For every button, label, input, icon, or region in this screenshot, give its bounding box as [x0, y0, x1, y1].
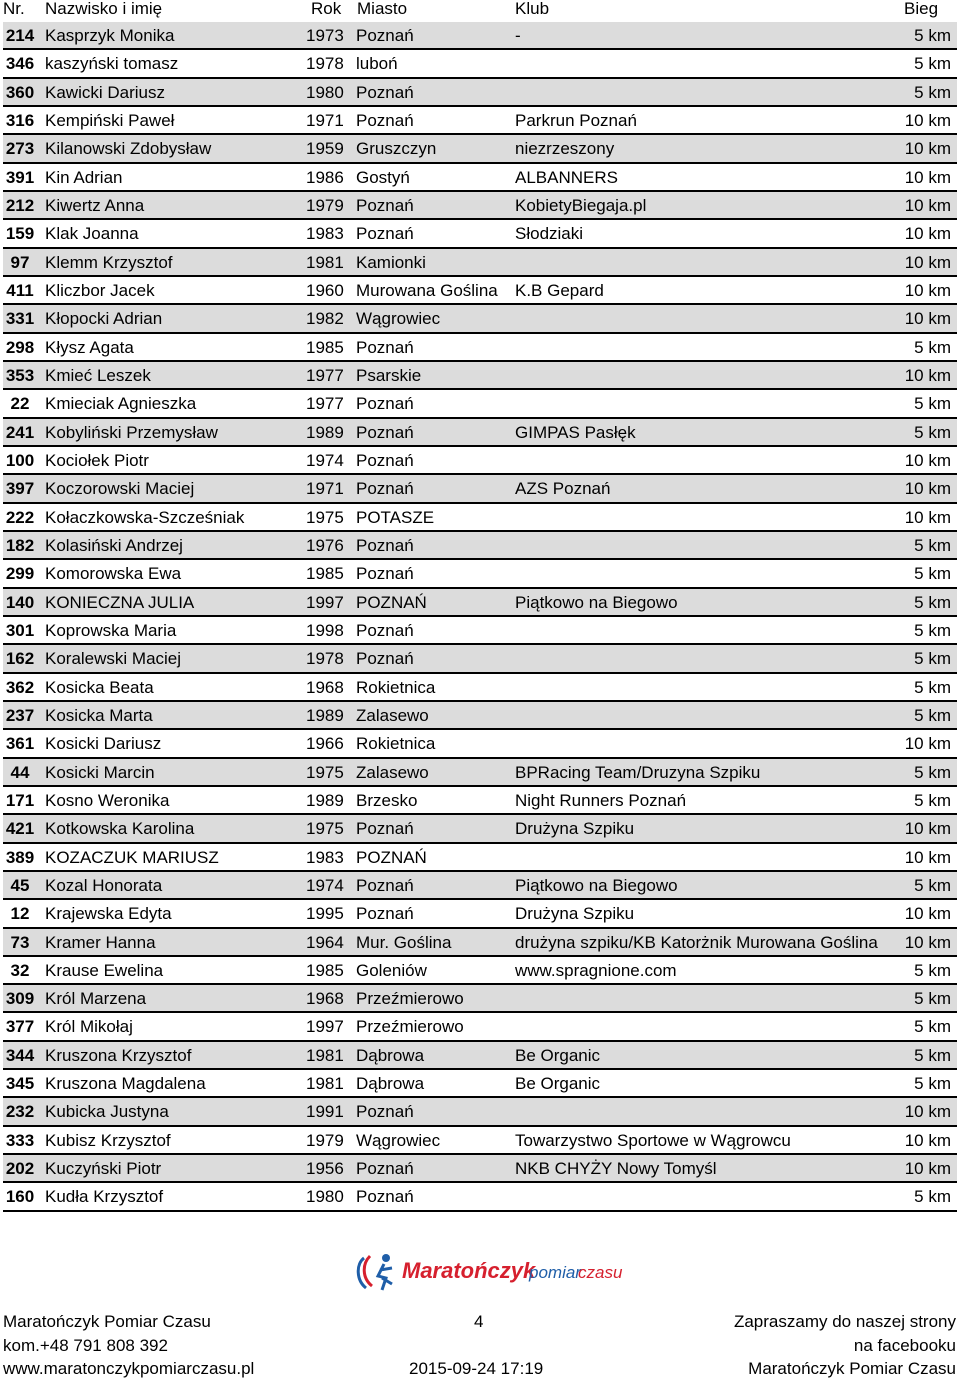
- cell-nr: 309: [5, 989, 35, 1009]
- cell-name: Kliczbor Jacek: [45, 280, 155, 300]
- table-row: [3, 79, 957, 107]
- cell-rok: 1985: [306, 564, 344, 584]
- cell-miasto: Poznań: [356, 450, 414, 470]
- cell-nr: 301: [5, 620, 35, 640]
- cell-miasto: Murowana Goślina: [356, 280, 498, 300]
- cell-name: Kruszona Magdalena: [45, 1074, 206, 1094]
- cell-klub: www.spragnione.com: [515, 960, 677, 980]
- cell-name: Klak Joanna: [45, 224, 139, 244]
- page-number: 4: [474, 1312, 484, 1331]
- cell-nr: 160: [5, 1187, 35, 1207]
- cell-miasto: Poznań: [356, 1187, 414, 1207]
- cell-klub: ALBANNERS: [515, 167, 618, 187]
- cell-rok: 1991: [306, 1102, 344, 1122]
- cell-miasto: Poznań: [356, 1159, 414, 1179]
- cell-miasto: Brzesko: [356, 790, 418, 810]
- cell-rok: 1980: [306, 1187, 344, 1207]
- cell-nr: 346: [5, 54, 35, 74]
- cell-rok: 1966: [306, 734, 344, 754]
- header-rok: Rok: [311, 0, 342, 18]
- cell-nr: 159: [5, 224, 35, 244]
- cell-rok: 1983: [306, 224, 344, 244]
- cell-nr: 100: [5, 450, 35, 470]
- cell-bieg: 10 km: [904, 479, 951, 499]
- cell-miasto: Poznań: [356, 1102, 414, 1122]
- cell-rok: 1981: [306, 252, 344, 272]
- cell-miasto: Rokietnica: [356, 734, 436, 754]
- cell-rok: 1989: [306, 790, 344, 810]
- cell-bieg: 10 km: [904, 224, 951, 244]
- cell-miasto: Poznań: [356, 479, 414, 499]
- cell-name: Kłopocki Adrian: [45, 309, 163, 329]
- cell-bieg: 10 km: [904, 167, 951, 187]
- cell-bieg: 5 km: [914, 960, 951, 980]
- runner-logo-icon: [358, 1254, 392, 1290]
- cell-name: Kosicki Marcin: [45, 762, 155, 782]
- cell-nr: 237: [5, 705, 35, 725]
- header-miasto: Miasto: [357, 0, 408, 18]
- table-row: [3, 447, 957, 475]
- cell-bieg: 5 km: [914, 677, 951, 697]
- cell-rok: 1982: [306, 309, 344, 329]
- table-row: [3, 419, 957, 447]
- cell-nr: 299: [5, 564, 35, 584]
- cell-bieg: 10 km: [904, 819, 951, 839]
- cell-klub: AZS Poznań: [515, 479, 611, 499]
- table-row: [3, 1013, 957, 1041]
- cell-nr: 298: [5, 337, 35, 357]
- results-table: [3, 22, 957, 1212]
- cell-name: Komorowska Ewa: [45, 564, 182, 584]
- cell-bieg: 5 km: [914, 1187, 951, 1207]
- cell-name: Klemm Krzysztof: [45, 252, 173, 272]
- cell-miasto: Poznań: [356, 26, 414, 45]
- cell-name: Koprowska Maria: [45, 620, 177, 640]
- cell-miasto: Mur. Goślina: [356, 932, 452, 952]
- table-row: [3, 532, 957, 560]
- cell-nr: 32: [10, 960, 30, 980]
- cell-rok: 1975: [306, 762, 344, 782]
- cell-nr: 411: [6, 280, 34, 300]
- cell-bieg: 5 km: [914, 762, 951, 782]
- cell-rok: 1974: [306, 875, 344, 895]
- cell-klub: KobietyBiegaja.pl: [515, 195, 647, 215]
- cell-name: Kudła Krzysztof: [45, 1187, 164, 1207]
- cell-miasto: POZNAŃ: [356, 592, 427, 612]
- cell-nr: 171: [5, 790, 35, 810]
- cell-nr: 241: [5, 422, 35, 442]
- cell-rok: 1977: [306, 365, 344, 385]
- table-row: [3, 1098, 957, 1126]
- cell-nr: 214: [5, 26, 35, 45]
- print-datetime: 2015-09-24 17:19: [409, 1359, 544, 1378]
- cell-nr: 12: [10, 904, 30, 924]
- cell-nr: 316: [5, 110, 35, 130]
- cell-bieg: 10 km: [904, 847, 951, 867]
- cell-rok: 1983: [306, 847, 344, 867]
- cell-rok: 1981: [306, 1074, 344, 1094]
- cell-bieg: 5 km: [914, 705, 951, 725]
- cell-bieg: 10 km: [904, 139, 951, 159]
- cell-name: Kosicka Marta: [45, 705, 153, 725]
- header-nr: Nr.: [3, 0, 25, 18]
- cell-miasto: Psarskie: [356, 365, 422, 385]
- cell-name: Kolasiński Andrzej: [45, 535, 183, 555]
- cell-nr: 162: [5, 649, 35, 669]
- cell-miasto: Zalasewo: [356, 705, 429, 725]
- cell-name: Kubisz Krzysztof: [45, 1130, 171, 1150]
- header-klub: Klub: [515, 0, 550, 18]
- cell-name: Kuczyński Piotr: [45, 1159, 162, 1179]
- cell-nr: 97: [10, 252, 30, 272]
- cell-miasto: luboń: [356, 54, 398, 74]
- cell-miasto: Dąbrowa: [356, 1045, 425, 1065]
- cell-bieg: 5 km: [914, 620, 951, 640]
- cell-rok: 1989: [306, 705, 344, 725]
- cell-name: Kasprzyk Monika: [45, 26, 175, 45]
- cell-miasto: Goleniów: [356, 960, 427, 980]
- cell-rok: 1968: [306, 677, 344, 697]
- cell-miasto: Gostyń: [356, 167, 410, 187]
- cell-klub: BPRacing Team/Druzyna Szpiku: [515, 762, 761, 782]
- footer-website: www.maratonczykpomiarczasu.pl: [3, 1359, 255, 1378]
- cell-rok: 1978: [306, 649, 344, 669]
- cell-rok: 1997: [306, 592, 344, 612]
- cell-name: kaszyński tomasz: [45, 54, 179, 74]
- table-row: [3, 900, 957, 928]
- table-row: [3, 702, 957, 730]
- cell-miasto: POZNAŃ: [356, 847, 427, 867]
- cell-rok: 1979: [306, 1130, 344, 1150]
- cell-klub: Piątkowo na Biegowo: [515, 592, 678, 612]
- maratonczyk-logo: [352, 1248, 623, 1296]
- cell-rok: 1976: [306, 535, 344, 555]
- cell-klub: GIMPAS Pasłęk: [515, 422, 636, 442]
- table-row: [3, 220, 957, 248]
- cell-bieg: 5 km: [914, 875, 951, 895]
- cell-nr: 344: [5, 1045, 35, 1065]
- table-row: [3, 192, 957, 220]
- cell-nr: 353: [5, 365, 35, 385]
- table-row: [3, 475, 957, 503]
- cell-rok: 1971: [306, 479, 344, 499]
- cell-rok: 1975: [306, 507, 344, 527]
- cell-name: Kosicka Beata: [45, 677, 154, 697]
- cell-nr: 212: [5, 195, 35, 215]
- cell-name: KONIECZNA JULIA: [45, 592, 195, 612]
- cell-rok: 1986: [306, 167, 344, 187]
- cell-miasto: Poznań: [356, 819, 414, 839]
- logo-sub-text: pomiar: [529, 1263, 581, 1282]
- cell-miasto: Kamionki: [356, 252, 426, 272]
- cell-name: Kobyliński Przemysław: [45, 422, 218, 442]
- cell-klub: -: [515, 26, 521, 45]
- cell-nr: 345: [5, 1074, 35, 1094]
- cell-name: Kmieć Leszek: [45, 365, 151, 385]
- cell-rok: 1981: [306, 1045, 344, 1065]
- cell-bieg: 5 km: [914, 790, 951, 810]
- cell-miasto: Poznań: [356, 82, 414, 102]
- logo-main-text: Maratończyk: [402, 1258, 536, 1283]
- cell-rok: 1973: [306, 26, 344, 45]
- cell-name: Kramer Hanna: [45, 932, 156, 952]
- cell-miasto: Gruszczyn: [356, 139, 437, 159]
- cell-nr: 421: [5, 819, 35, 839]
- cell-nr: 140: [5, 592, 35, 612]
- cell-klub: Be Organic: [515, 1045, 601, 1065]
- footer-facebook: na facebooku: [853, 1336, 956, 1355]
- cell-bieg: 10 km: [904, 365, 951, 385]
- cell-miasto: Poznań: [356, 195, 414, 215]
- table-row: [3, 334, 957, 362]
- cell-nr: 22: [10, 394, 30, 414]
- cell-klub: NKB CHYŻY Nowy Tomyśl: [515, 1159, 717, 1179]
- cell-name: Kotkowska Karolina: [45, 819, 195, 839]
- table-row: [3, 362, 957, 390]
- cell-rok: 1978: [306, 54, 344, 74]
- cell-klub: K.B Gepard: [515, 280, 604, 300]
- cell-miasto: Dąbrowa: [356, 1074, 425, 1094]
- cell-klub: drużyna szpiku/KB Katorżnik Murowana Goślina: [515, 932, 878, 952]
- cell-rok: 1959: [306, 139, 344, 159]
- table-row: [3, 730, 957, 758]
- cell-miasto: POTASZE: [356, 507, 435, 527]
- table-row: [3, 1183, 957, 1211]
- cell-miasto: Poznań: [356, 649, 414, 669]
- table-row: [3, 1042, 957, 1070]
- cell-bieg: 5 km: [914, 337, 951, 357]
- cell-name: Kiwertz Anna: [45, 195, 145, 215]
- cell-name: Kosno Weronika: [45, 790, 170, 810]
- cell-rok: 1960: [306, 280, 344, 300]
- cell-nr: 44: [10, 762, 30, 782]
- cell-name: Kozal Honorata: [45, 875, 163, 895]
- table-row: [3, 390, 957, 418]
- cell-nr: 362: [5, 677, 35, 697]
- cell-bieg: 5 km: [914, 535, 951, 555]
- cell-miasto: Poznań: [356, 110, 414, 130]
- cell-miasto: Wągrowiec: [356, 1130, 441, 1150]
- cell-nr: 361: [5, 734, 35, 754]
- table-row: [3, 872, 957, 900]
- cell-name: Kin Adrian: [45, 167, 123, 187]
- cell-miasto: Poznań: [356, 224, 414, 244]
- table-row: [3, 929, 957, 957]
- cell-miasto: Przeźmierowo: [356, 1017, 464, 1037]
- cell-miasto: Poznań: [356, 535, 414, 555]
- cell-miasto: Poznań: [356, 337, 414, 357]
- cell-klub: niezrzeszony: [515, 139, 615, 159]
- cell-nr: 273: [5, 139, 35, 159]
- cell-rok: 1956: [306, 1159, 344, 1179]
- footer-company-right: Maratończyk Pomiar Czasu: [748, 1359, 956, 1378]
- table-row: [3, 1155, 957, 1183]
- table-row: [3, 1070, 957, 1098]
- logo-sub2-text: czasu: [578, 1263, 623, 1282]
- header-name: Nazwisko i imię: [45, 0, 163, 18]
- cell-bieg: 10 km: [904, 904, 951, 924]
- cell-bieg: 5 km: [914, 422, 951, 442]
- table-row: [3, 1127, 957, 1155]
- cell-bieg: 5 km: [914, 592, 951, 612]
- cell-name: Kruszona Krzysztof: [45, 1045, 192, 1065]
- table-row: [3, 645, 957, 673]
- cell-bieg: 5 km: [914, 564, 951, 584]
- cell-klub: Drużyna Szpiku: [515, 904, 635, 924]
- cell-nr: 202: [5, 1159, 35, 1179]
- cell-miasto: Poznań: [356, 904, 414, 924]
- cell-miasto: Zalasewo: [356, 762, 429, 782]
- cell-name: Krajewska Edyta: [45, 904, 172, 924]
- cell-nr: 331: [5, 309, 35, 329]
- cell-bieg: 10 km: [904, 1102, 951, 1122]
- table-row: [3, 759, 957, 787]
- cell-rok: 1995: [306, 904, 344, 924]
- table-row: [3, 107, 957, 135]
- cell-rok: 1979: [306, 195, 344, 215]
- cell-bieg: 10 km: [904, 110, 951, 130]
- cell-nr: 397: [5, 479, 35, 499]
- cell-name: Król Marzena: [45, 989, 147, 1009]
- cell-rok: 1985: [306, 960, 344, 980]
- cell-bieg: 5 km: [914, 394, 951, 414]
- cell-bieg: 10 km: [904, 252, 951, 272]
- cell-rok: 1971: [306, 110, 344, 130]
- cell-rok: 1998: [306, 620, 344, 640]
- table-row: [3, 504, 957, 532]
- cell-miasto: Poznań: [356, 875, 414, 895]
- cell-name: Kubicka Justyna: [45, 1102, 169, 1122]
- cell-miasto: Poznań: [356, 564, 414, 584]
- cell-klub: Night Runners Poznań: [515, 790, 687, 810]
- cell-bieg: 10 km: [904, 507, 951, 527]
- table-row: [3, 787, 957, 815]
- cell-miasto: Poznań: [356, 422, 414, 442]
- table-row: [3, 50, 957, 78]
- cell-bieg: 10 km: [904, 195, 951, 215]
- table-row: [3, 277, 957, 305]
- footer-phone: kom.+48 791 808 392: [3, 1336, 168, 1355]
- cell-name: Koralewski Maciej: [45, 649, 182, 669]
- cell-bieg: 10 km: [904, 309, 951, 329]
- cell-bieg: 10 km: [904, 280, 951, 300]
- cell-nr: 391: [5, 167, 35, 187]
- cell-name: Kosicki Dariusz: [45, 734, 162, 754]
- cell-name: Kłysz Agata: [45, 337, 134, 357]
- cell-bieg: 10 km: [904, 450, 951, 470]
- cell-name: Król Mikołaj: [45, 1017, 133, 1037]
- cell-name: Kołaczkowska-Szcześniak: [45, 507, 245, 527]
- cell-klub: Słodziaki: [515, 224, 584, 244]
- cell-bieg: 5 km: [914, 649, 951, 669]
- cell-miasto: Wągrowiec: [356, 309, 441, 329]
- cell-klub: Be Organic: [515, 1074, 601, 1094]
- cell-bieg: 5 km: [914, 1045, 951, 1065]
- cell-rok: 1997: [306, 1017, 344, 1037]
- cell-klub: Piątkowo na Biegowo: [515, 875, 678, 895]
- cell-bieg: 10 km: [904, 734, 951, 754]
- cell-bieg: 5 km: [914, 26, 951, 45]
- cell-nr: 45: [10, 875, 30, 895]
- cell-rok: 1968: [306, 989, 344, 1009]
- cell-bieg: 5 km: [914, 1074, 951, 1094]
- table-row: [3, 164, 957, 192]
- table-row: [3, 305, 957, 333]
- cell-rok: 1985: [306, 337, 344, 357]
- table-row: [3, 560, 957, 588]
- cell-nr: 182: [5, 535, 35, 555]
- cell-miasto: Przeźmierowo: [356, 989, 464, 1009]
- table-header: [0, 0, 960, 22]
- cell-rok: 1975: [306, 819, 344, 839]
- cell-miasto: Poznań: [356, 394, 414, 414]
- table-row: [3, 249, 957, 277]
- footer-invite: Zapraszamy do naszej strony: [733, 1312, 956, 1331]
- cell-nr: 377: [5, 1017, 35, 1037]
- table-row: [3, 985, 957, 1013]
- table-row: [3, 617, 957, 645]
- cell-miasto: Rokietnica: [356, 677, 436, 697]
- cell-bieg: 5 km: [914, 1017, 951, 1037]
- table-row: [3, 674, 957, 702]
- cell-klub: Parkrun Poznań: [515, 110, 637, 130]
- cell-miasto: Poznań: [356, 620, 414, 640]
- cell-rok: 1964: [306, 932, 344, 952]
- cell-bieg: 5 km: [914, 54, 951, 74]
- table-row: [3, 589, 957, 617]
- cell-bieg: 5 km: [914, 82, 951, 102]
- cell-name: Kilanowski Zdobysław: [45, 139, 212, 159]
- cell-nr: 232: [5, 1102, 35, 1122]
- cell-nr: 222: [5, 507, 35, 527]
- cell-name: Krause Ewelina: [45, 960, 164, 980]
- cell-name: Kawicki Dariusz: [45, 82, 165, 102]
- cell-rok: 1974: [306, 450, 344, 470]
- cell-name: Kempiński Paweł: [45, 110, 175, 130]
- cell-klub: Drużyna Szpiku: [515, 819, 635, 839]
- cell-bieg: 5 km: [914, 989, 951, 1009]
- table-row: [3, 22, 957, 50]
- table-row: [3, 844, 957, 872]
- cell-rok: 1989: [306, 422, 344, 442]
- cell-nr: 360: [5, 82, 35, 102]
- cell-name: Koczorowski Maciej: [45, 479, 195, 499]
- cell-bieg: 10 km: [904, 1130, 951, 1150]
- cell-name: Kociołek Piotr: [45, 450, 149, 470]
- cell-nr: 333: [5, 1130, 35, 1150]
- table-row: [3, 957, 957, 985]
- cell-nr: 389: [5, 847, 35, 867]
- cell-nr: 73: [10, 932, 30, 952]
- table-row: [3, 815, 957, 843]
- header-bieg: Bieg: [904, 0, 939, 18]
- cell-bieg: 10 km: [904, 1159, 951, 1179]
- footer-company: Maratończyk Pomiar Czasu: [3, 1312, 211, 1331]
- cell-klub: Towarzystwo Sportowe w Wągrowcu: [515, 1130, 791, 1150]
- cell-bieg: 10 km: [904, 932, 951, 952]
- table-row: [3, 135, 957, 163]
- cell-name: KOZACZUK MARIUSZ: [45, 847, 219, 867]
- cell-name: Kmieciak Agnieszka: [45, 394, 197, 414]
- cell-rok: 1977: [306, 394, 344, 414]
- cell-rok: 1980: [306, 82, 344, 102]
